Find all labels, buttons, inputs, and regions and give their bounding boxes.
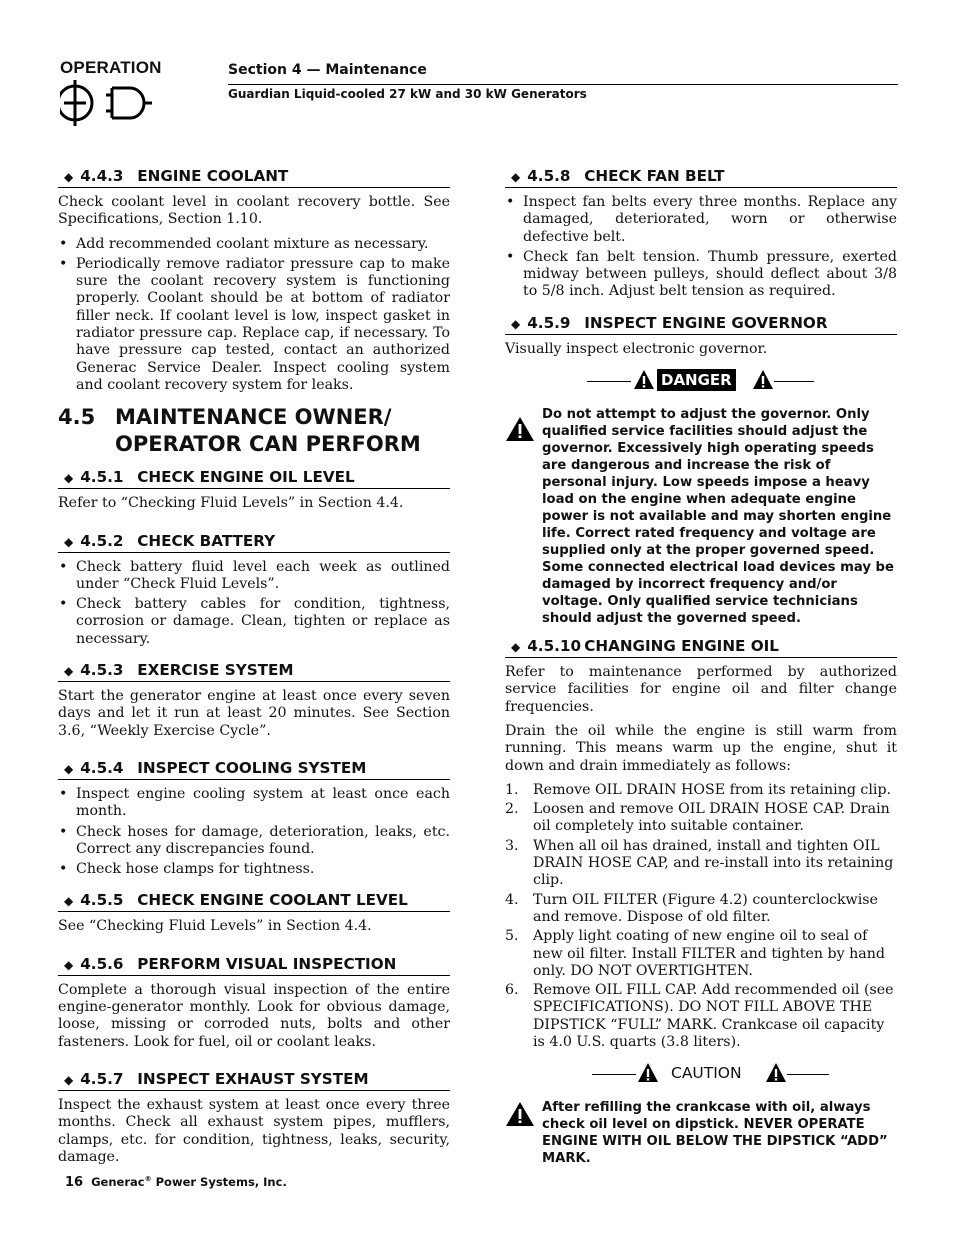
warning-icon [752, 369, 774, 391]
paragraph: See “Checking Fluid Levels” in Section 4.4. [58, 918, 372, 935]
heading-number: 4.5.3 [80, 661, 124, 680]
banner-rule [592, 1074, 636, 1075]
heading-4-5-4 [58, 759, 450, 780]
heading-title: CHECK ENGINE COOLANT LEVEL [137, 891, 408, 910]
heading-line-1: MAINTENANCE OWNER/ [115, 405, 392, 430]
step-text: Apply light coating of new engine oil to seal of new oil filter. Install FILTER and tighten by hand only. DO NOT OVERTIGHTEN. [533, 928, 885, 979]
list-item: • Check battery fluid level each week as outlined under “Check Fluid Levels”. [58, 559, 450, 594]
heading-number: 4.5.6 [80, 954, 124, 973]
bullet-list [58, 559, 450, 648]
heading-4-4-3 [58, 167, 450, 188]
list-item: • Periodically remove radiator pressure cap to make sure the coolant recovery system is functioning properly. Coolant should be at bottom of radiator filler neck. If coolant level is low, inspect gasket in radiator pressure cap. Replace cap, if necessary. To have pressure cap tested, contact an authorized Generac Service Dealer. Inspect cooling system and coolant recovery system for leaks. [58, 256, 450, 394]
heading-title: CHECK BATTERY [137, 531, 276, 550]
plug-outlet-icon [60, 78, 160, 133]
heading-4-5-5 [58, 891, 450, 912]
caution-notice [505, 1099, 897, 1167]
heading-number: 4.5.4 [80, 758, 124, 777]
diamond-icon: ◆ [64, 957, 74, 972]
list-item [505, 838, 897, 890]
list-item [505, 782, 897, 799]
list-item: • Check battery cables for condition, tightness, corrosion or damage. Clean, tighten or replace as necessary. [58, 596, 450, 648]
diamond-icon: ◆ [64, 471, 74, 486]
paragraph: Drain the oil while the engine is still warm from running. This means warm up the engine, shut it down and drain immediately as follows: [505, 722, 897, 774]
numbered-list [505, 782, 897, 1051]
heading-number: 4.5.1 [80, 468, 124, 487]
bullet-list [505, 194, 897, 301]
document-subtitle: Guardian Liquid-cooled 27 kW and 30 kW Generators [228, 87, 587, 101]
warning-icon [765, 1062, 787, 1084]
list-item [505, 892, 897, 927]
heading-4-5-2 [58, 532, 450, 553]
heading-number: 4.5.9 [527, 313, 571, 332]
diamond-icon: ◆ [64, 664, 74, 679]
list-item: • Check hoses for damage, deterioration, leaks, etc. Correct any discrepancies found. [58, 824, 450, 859]
left-column [58, 167, 450, 1173]
banner-rule [787, 1074, 829, 1075]
diamond-icon: ◆ [64, 534, 74, 549]
diamond-icon: ◆ [511, 170, 521, 184]
paragraph: Inspect the exhaust system at least once every three months. Check all exhaust system pipes, mufflers, clamps, etc. for condition, tightness, leaks, security, damage. [58, 1096, 450, 1165]
section-title: Section 4 — Maintenance [228, 62, 427, 78]
warning-icon [505, 416, 535, 442]
heading-4-5-9 [505, 314, 897, 335]
step-number: 2. [505, 801, 519, 818]
heading-title: CHECK ENGINE OIL LEVEL [137, 468, 355, 487]
danger-banner [505, 366, 897, 396]
caution-banner [505, 1059, 897, 1089]
list-item [505, 928, 897, 980]
paragraph: Refer to maintenance performed by authorized service facilities for engine oil and filter change frequencies. [505, 664, 897, 715]
heading-title: INSPECT EXHAUST SYSTEM [137, 1069, 369, 1088]
banner-rule [774, 381, 814, 382]
heading-number: 4.5.8 [527, 167, 571, 185]
header-rule [228, 84, 898, 85]
paragraph: Visually inspect electronic governor. [505, 340, 768, 357]
page-number: 16 [65, 1175, 84, 1190]
company-name: Generac [91, 1175, 145, 1189]
heading-4-5-10 [505, 637, 897, 658]
diamond-icon: ◆ [64, 170, 74, 184]
list-item: • Inspect engine cooling system at least once each month. [58, 786, 450, 821]
heading-4-5-7 [58, 1070, 450, 1091]
step-text: Remove OIL DRAIN HOSE from its retaining clip. [533, 781, 892, 798]
heading-number: 4.4.3 [80, 167, 124, 185]
heading-title: PERFORM VISUAL INSPECTION [137, 954, 397, 973]
heading-number: 4.5.2 [80, 531, 124, 550]
warning-icon [637, 1062, 659, 1084]
paragraph: Start the generator engine at least once every seven days and let it run at least 20 minutes. See Section 3.6, “Weekly Exercise Cycle”. [58, 688, 450, 739]
list-item: • Inspect fan belts every three months. Replace any damaged, deteriorated, worn or otherwise defective belt. [505, 194, 897, 246]
caution-text: After refilling the crankcase with oil, always check oil level on dipstick. NEVER OPERATE ENGINE WITH OIL BELOW THE DIPSTICK “ADD” MARK. [542, 1100, 888, 1167]
bullet-list [58, 236, 450, 395]
paragraph: Refer to “Checking Fluid Levels” in Section 4.4. [58, 495, 404, 512]
danger-notice [505, 406, 897, 627]
heading-4-5-8 [505, 167, 897, 188]
warning-icon [633, 369, 655, 391]
warning-icon [505, 1101, 535, 1127]
diamond-icon: ◆ [64, 1072, 74, 1087]
step-text: Remove OIL FILL CAP. Add recommended oil (see SPECIFICATIONS). DO NOT FILL ABOVE THE DIPSTICK “FULL” MARK. Crankcase oil capacity is 4.0 U.S. quarts (3.8 liters). [533, 982, 894, 1051]
diamond-icon: ◆ [64, 761, 74, 776]
diamond-icon: ◆ [511, 316, 521, 331]
paragraph: Complete a thorough visual inspection of the entire engine-generator monthly. Look for obvious damage, loose, missing or corroded nuts, bolts and other fasteners. Look for fuel, oil or coolant leaks. [58, 981, 450, 1050]
heading-title: INSPECT ENGINE GOVERNOR [584, 313, 828, 332]
step-number: 6. [505, 982, 519, 999]
step-number: 4. [505, 891, 519, 908]
heading-title: INSPECT COOLING SYSTEM [137, 758, 367, 777]
logo-label: OPERATION [60, 58, 162, 77]
heading-number: 4.5.10 [527, 637, 582, 656]
paragraph: Check coolant level in coolant recovery bottle. See Specifications, Section 1.10. [58, 194, 450, 228]
step-text: When all oil has drained, install and tighten OIL DRAIN HOSE CAP, and re-install into its retaining clip. [533, 837, 894, 889]
step-text: Turn OIL FILTER (Figure 4.2) counterclockwise and remove. Dispose of old filter. [533, 891, 878, 925]
registered-mark: ® [144, 1175, 152, 1184]
bullet-list [58, 786, 450, 878]
list-item: • Check fan belt tension. Thumb pressure, exerted midway between pulleys, should deflect about 3/8 to 5/8 inch. Adjust belt tension as required. [505, 249, 897, 301]
heading-number: 4.5 [58, 405, 96, 430]
heading-title: CHANGING ENGINE OIL [584, 637, 779, 656]
list-item [505, 982, 897, 1051]
diamond-icon: ◆ [64, 894, 74, 909]
heading-number: 4.5.5 [80, 891, 124, 910]
company-name-rest: Power Systems, Inc. [155, 1175, 287, 1189]
heading-4-5-6 [58, 955, 450, 976]
step-number: 3. [505, 837, 519, 854]
step-number: 5. [505, 928, 519, 945]
danger-text: Do not attempt to adjust the governor. Only qualified service facilities should adjust the governor. Excessively high operating speeds are dangerous and increase the risk of personal injury. Low speeds impose a heavy load on the engine when adequate engine power is not available and may shorten engine life. Correct rated frequency and voltage are supplied only at the proper governed speed. Some connected electrical load devices may be damaged by incorrect frequency and/or voltage. Only qualified service technicians should adjust the governed speed. [542, 407, 894, 627]
step-text: Loosen and remove OIL DRAIN HOSE CAP. Drain oil completely into suitable container. [533, 801, 890, 835]
list-item: • Check hose clamps for tightness. [58, 861, 450, 878]
heading-4-5-3 [58, 661, 450, 682]
heading-title: ENGINE COOLANT [137, 167, 289, 185]
heading-title: CHECK FAN BELT [584, 167, 725, 185]
step-number: 1. [505, 781, 519, 798]
heading-number: 4.5.7 [80, 1069, 124, 1088]
operation-logo [60, 58, 160, 133]
diamond-icon: ◆ [511, 640, 521, 655]
danger-label: DANGER [657, 369, 736, 391]
list-item: • Add recommended coolant mixture as necessary. [58, 236, 450, 253]
page-footer [65, 1175, 287, 1190]
banner-rule [587, 381, 631, 382]
heading-line-2: OPERATOR CAN PERFORM [115, 432, 421, 457]
list-item [505, 801, 897, 836]
caution-label: CAUTION [671, 1064, 742, 1083]
right-column [505, 167, 897, 1177]
heading-title: EXERCISE SYSTEM [137, 661, 294, 680]
heading-4-5 [58, 404, 450, 458]
heading-4-5-1 [58, 468, 450, 489]
